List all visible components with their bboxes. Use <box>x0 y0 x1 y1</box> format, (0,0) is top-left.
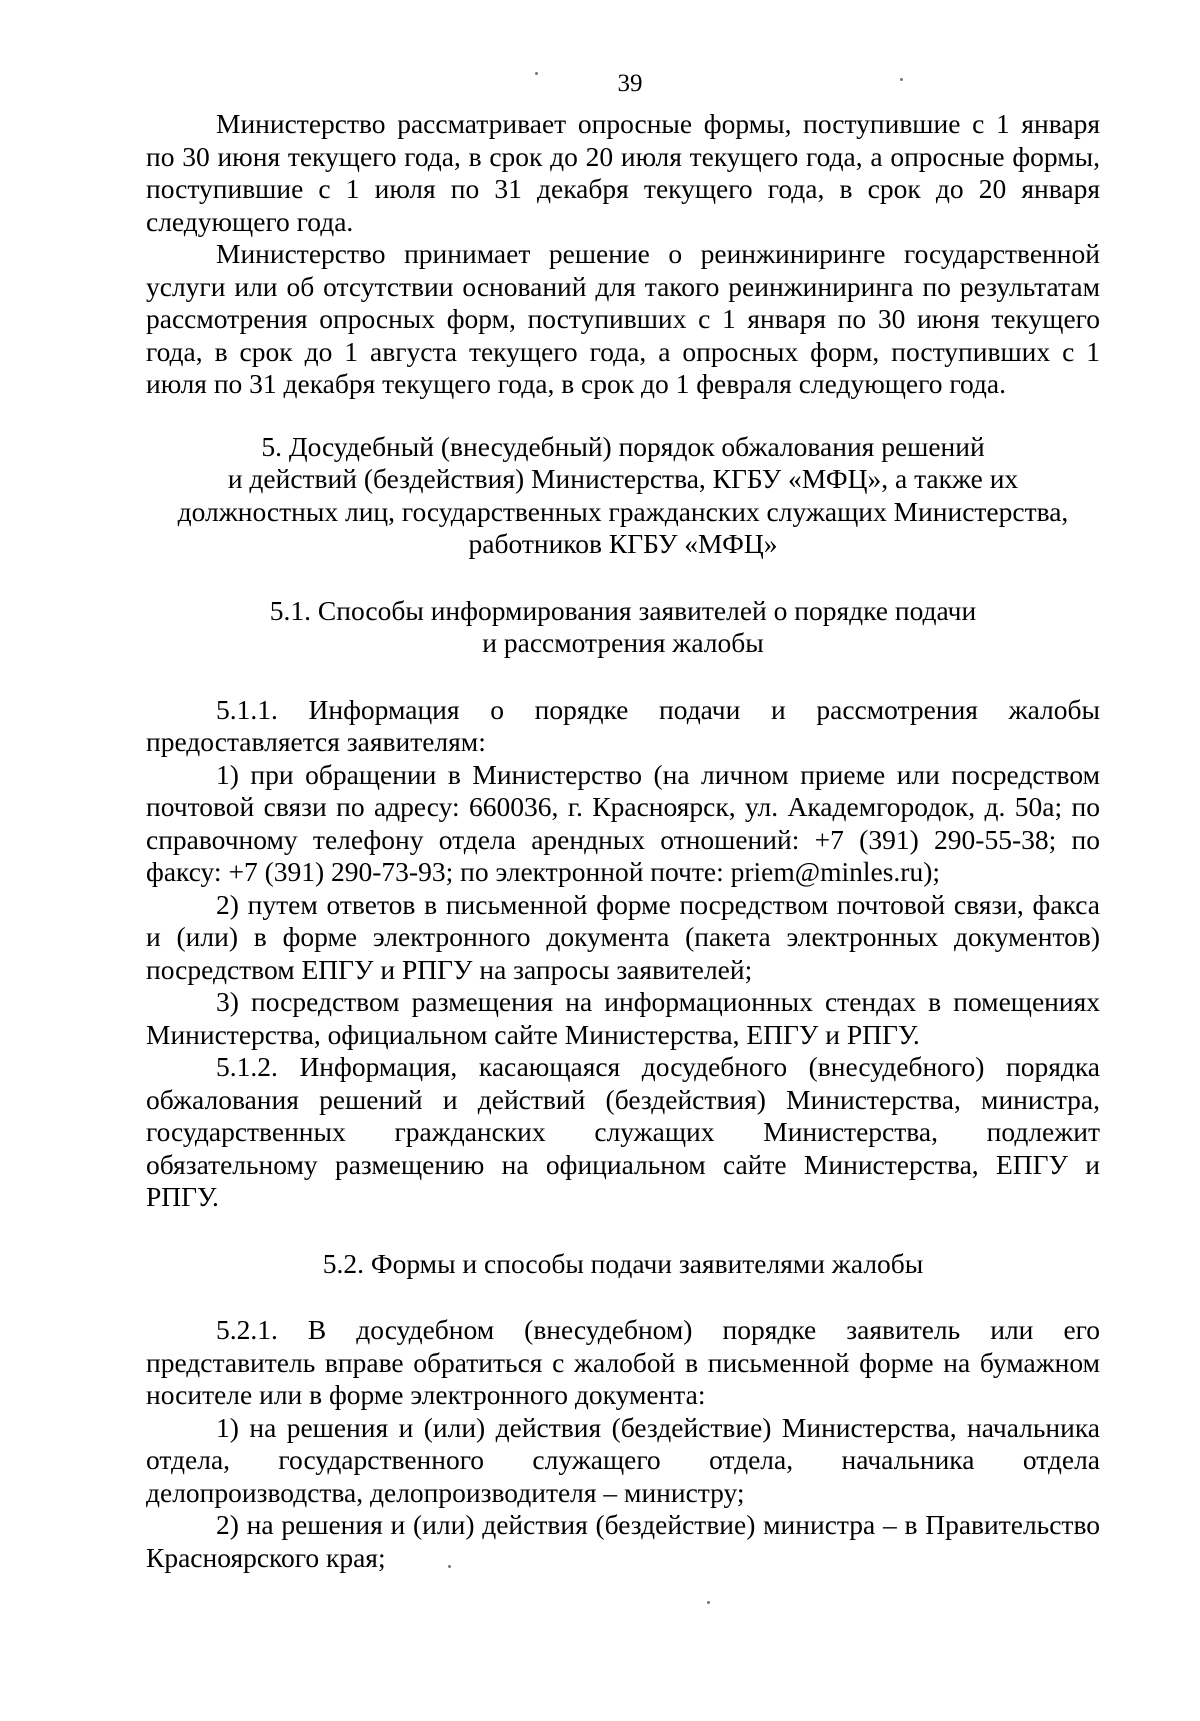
scan-speck <box>900 78 903 81</box>
section-5-2-heading: 5.2. Формы и способы подачи заявителями жалобы <box>322 1247 924 1279</box>
scan-speck <box>448 1565 451 1568</box>
paragraph: 1) на решения и (или) действия (бездействие) Министерства, начальника отдела, государственного служащего отдела, начальника отдела делопроизводства, делопроизводителя – министру; <box>146 1411 1100 1508</box>
page-number: 39 <box>617 70 643 97</box>
paragraph: 3) посредством размещения на информационных стендах в помещениях Министерства, официальном сайте Министерства, ЕПГУ и РПГУ. <box>146 986 1100 1050</box>
paragraph: 5.1.2. Информация, касающаяся досудебного (внесудебного) порядка обжалования решений и действий (бездействия) Министерства, министра, государственных гражданских служащих Министерства, подлежит обязательному размещению на официальном сайте Министерства, ЕПГУ и РПГУ. <box>146 1051 1100 1212</box>
scan-speck <box>535 72 538 75</box>
heading-line: работников КГБУ «МФЦ» <box>468 528 778 559</box>
heading-line: и рассмотрения жалобы <box>482 627 764 658</box>
paragraph: 2) путем ответов в письменной форме посредством почтовой связи, факса и (или) в форме электронного документа (пакета электронных документов) посредством ЕПГУ и РПГУ на запросы заявителей; <box>146 888 1100 985</box>
paragraph: 1) при обращении в Министерство (на личном приеме или посредством почтовой связи по адресу: 660036, г. Красноярск, ул. Академгородок, д. 50а; по справочному телефону отдела арендных отношений: +7 (391) 290-55-38; по факсу: +7 (391) 290-73-93; по электронной почте: priem@minles.ru); <box>146 758 1100 887</box>
paragraph: Министерство рассматривает опросные формы, поступившие с 1 января по 30 июня текущего года, в срок до 20 июля текущего года, а опросные формы, поступившие с 1 июля по 31 декабря текущего года, в срок до 20 января следующего года. <box>146 108 1100 237</box>
section-5-1-heading <box>146 595 1100 660</box>
paragraph: 5.2.1. В досудебном (внесудебном) порядке заявитель или его представитель вправе обратиться с жалобой в письменной форме на бумажном носителе или в форме электронного документа: <box>146 1314 1100 1410</box>
heading-line: и действий (бездействия) Министерства, КГБУ «МФЦ», а также их <box>227 463 1019 494</box>
paragraph: Министерство принимает решение о реинжиниринге государственной услуги или об отсутствии оснований для такого реинжиниринга по результатам рассмотрения опросных форм, поступивших с 1 января по 30 июня текущего года, в срок до 1 августа текущего года, а опросных форм, поступивших с 1 июля по 31 декабря текущего года, в срок до 1 февраля следующего года. <box>146 238 1100 399</box>
heading-line: 5. Досудебный (внесудебный) порядок обжалования решений <box>261 430 985 462</box>
heading-line: 5.1. Способы информирования заявителей о порядке подачи <box>269 594 977 626</box>
paragraph: 2) на решения и (или) действия (бездействие) министра – в Правительство Красноярского края; <box>146 1509 1100 1573</box>
paragraph: 5.1.1. Информация о порядке подачи и рассмотрения жалобы предоставляется заявителям: <box>146 693 1100 757</box>
heading-line: должностных лиц, государственных гражданских служащих Министерства, <box>177 495 1069 527</box>
section-5-heading <box>146 431 1100 561</box>
document-body <box>146 108 1100 1574</box>
scan-speck <box>707 1601 710 1604</box>
